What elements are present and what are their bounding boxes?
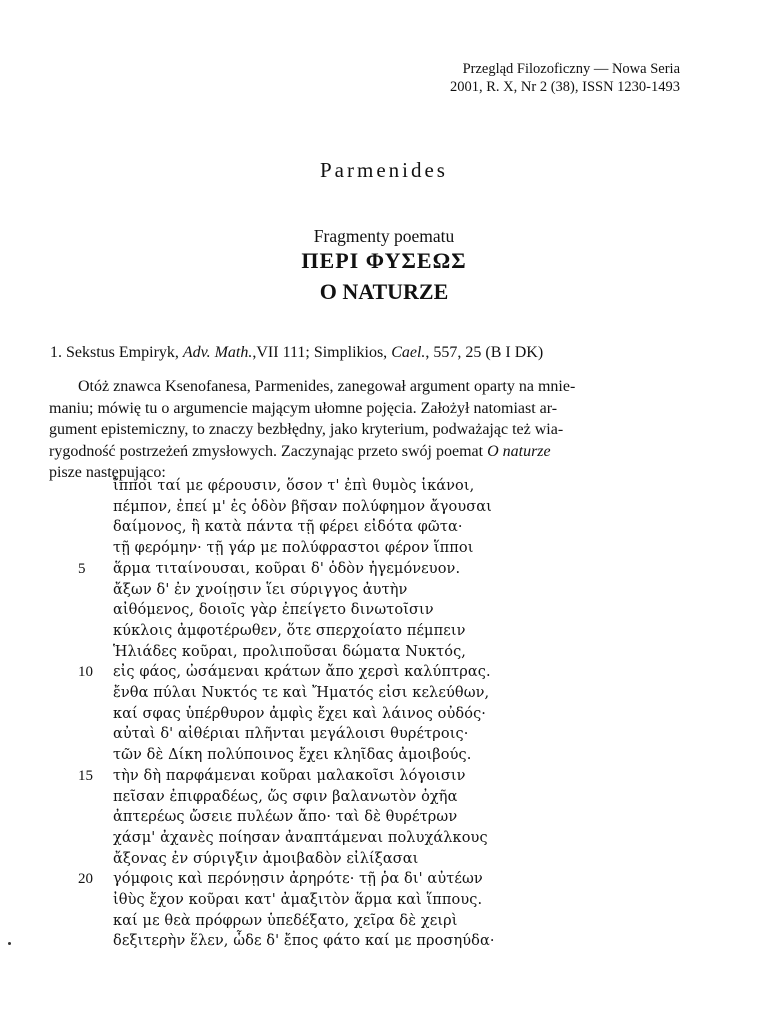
verse-line: ἄξων δ' ἐν χνοίῃσιν ἵει σύριγγος ἀυτὴν bbox=[113, 582, 408, 598]
verse-line: γόμφοις καὶ περόνῃσιν ἀρηρότε· τῇ ῥα δι' αὐτέων bbox=[113, 871, 483, 887]
paragraph-line: Otóż znawca Ksenofanesa, Parmenides, zanegował argument oparty na mnie- bbox=[78, 378, 576, 395]
journal-issue: 2001, R. X, Nr 2 (38), ISSN 1230-1493 bbox=[450, 79, 680, 95]
verse-number: 10 bbox=[78, 664, 93, 680]
verse-line: τῶν δὲ Δίκη πολύποινος ἔχει κληῖδας ἀμοιβούς. bbox=[113, 747, 472, 763]
page-title: Parmenides bbox=[320, 158, 448, 182]
verse-line: ἀπτερέως ὤσειε πυλέων ἄπο· ταὶ δὲ θυρέτρων bbox=[113, 809, 458, 825]
verse-line: πέμπον, ἐπεί μ' ἐς ὁδὸν βῆσαν πολύφημον ἄγουσαι bbox=[113, 499, 492, 515]
verse-number: 5 bbox=[78, 561, 86, 577]
section-heading-work: Cael. bbox=[391, 344, 426, 361]
verse-number: 20 bbox=[78, 871, 93, 887]
verse-line: ἵπποι ταί με φέρουσιν, ὅσον τ' ἐπὶ θυμὸς ἱκάνοι, bbox=[113, 478, 475, 494]
section-heading-part: 1. Sekstus Empiryk, bbox=[50, 344, 183, 361]
journal-name: Przegląd Filozoficzny — Nowa Seria bbox=[462, 61, 680, 77]
paragraph-line: gument epistemiczny, to znaczy bezbłędny, jako kryterium, podważając też wia- bbox=[49, 421, 564, 438]
verse-line: καί σφας ὑπέρθυρον ἀμφὶς ἔχει καὶ λάινος οὐδός· bbox=[113, 706, 487, 722]
paragraph-line: rygodność postrzeżeń zmysłowych. Zaczynając przeto swój poemat O naturze bbox=[49, 442, 551, 460]
verse-line: εἰς φάος, ὠσάμεναι κράτων ἄπο χερσὶ καλύπτρας. bbox=[113, 664, 491, 680]
paragraph-line: maniu; mówię tu o argumencie mającym ułomne pojęcia. Założył natomiast ar- bbox=[49, 399, 558, 417]
verse-line: κύκλοις ἀμφοτέρωθεν, ὅτε σπερχοίατο πέμπειν bbox=[113, 623, 466, 639]
page-subtitle: Fragmenty poematu bbox=[313, 226, 455, 246]
verse-line: τῇ φερόμην· τῇ γάρ με πολύφραστοι φέρον ἵπποι bbox=[113, 540, 474, 556]
journal-header bbox=[450, 60, 680, 96]
intro-paragraph bbox=[49, 376, 683, 484]
margin-dot bbox=[8, 942, 11, 945]
verse-line: καί με θεὰ πρόφρων ὑπεδέξατο, χεῖρα δὲ χειρὶ bbox=[113, 913, 458, 929]
verse-line: ἅρμα τιταίνουσαι, κοῦραι δ' ὁδὸν ἡγεμόνευον. bbox=[113, 561, 461, 577]
section-heading-part: ,VII 111; Simplikios, bbox=[252, 344, 392, 361]
latin-title: O NATURZE bbox=[319, 279, 449, 304]
verse-line: αἰθόμενος, δοιοῖς γὰρ ἐπείγετο δινωτοῖσιν bbox=[113, 602, 434, 618]
verse-line: ἄξονας ἐν σύριγξιν ἀμοιβαδὸν εἰλίξασαι bbox=[113, 851, 419, 867]
verse-line: χάσμ' ἀχανὲς ποίησαν ἀναπτάμεναι πολυχάλκους bbox=[113, 830, 488, 846]
section-heading bbox=[50, 344, 690, 362]
paragraph-line: pisze następująco: bbox=[49, 464, 166, 481]
verse-line: ἰθὺς ἔχον κοῦραι κατ' ἀμαξιτὸν ἅρμα καὶ ἵππους. bbox=[113, 892, 483, 908]
verse-line: δεξιτερὴν ἕλεν, ὧδε δ' ἔπος φάτο καί με προσηύδα· bbox=[113, 933, 495, 949]
verse-line: πεῖσαν ἐπιφραδέως, ὥς σφιν βαλανωτὸν ὀχῆα bbox=[113, 789, 458, 805]
verse-line: δαίμονος, ἣ κατὰ πάντα τῇ φέρει εἰδότα φῶτα· bbox=[113, 519, 463, 535]
verse-line: αὐταὶ δ' αἰθέριαι πλῆνται μεγάλοισι θυρέτροις· bbox=[113, 726, 469, 742]
verse-line: τὴν δὴ παρφάμεναι κοῦραι μαλακοῖσι λόγοισιν bbox=[113, 768, 466, 784]
section-heading-work: Adv. Math. bbox=[182, 344, 253, 361]
verse-line: ἔνθα πύλαι Νυκτός τε καὶ Ἤματός εἰσι κελεύθων, bbox=[113, 685, 490, 701]
verse-number: 15 bbox=[78, 768, 93, 784]
greek-title: ΠΕΡΙ ΦΥΣΕΩΣ bbox=[301, 248, 467, 273]
section-heading-part: , 557, 25 (B I DK) bbox=[425, 344, 544, 361]
verse-line: Ἡλιάδες κοῦραι, προλιποῦσαι δώματα Νυκτός, bbox=[113, 644, 467, 660]
